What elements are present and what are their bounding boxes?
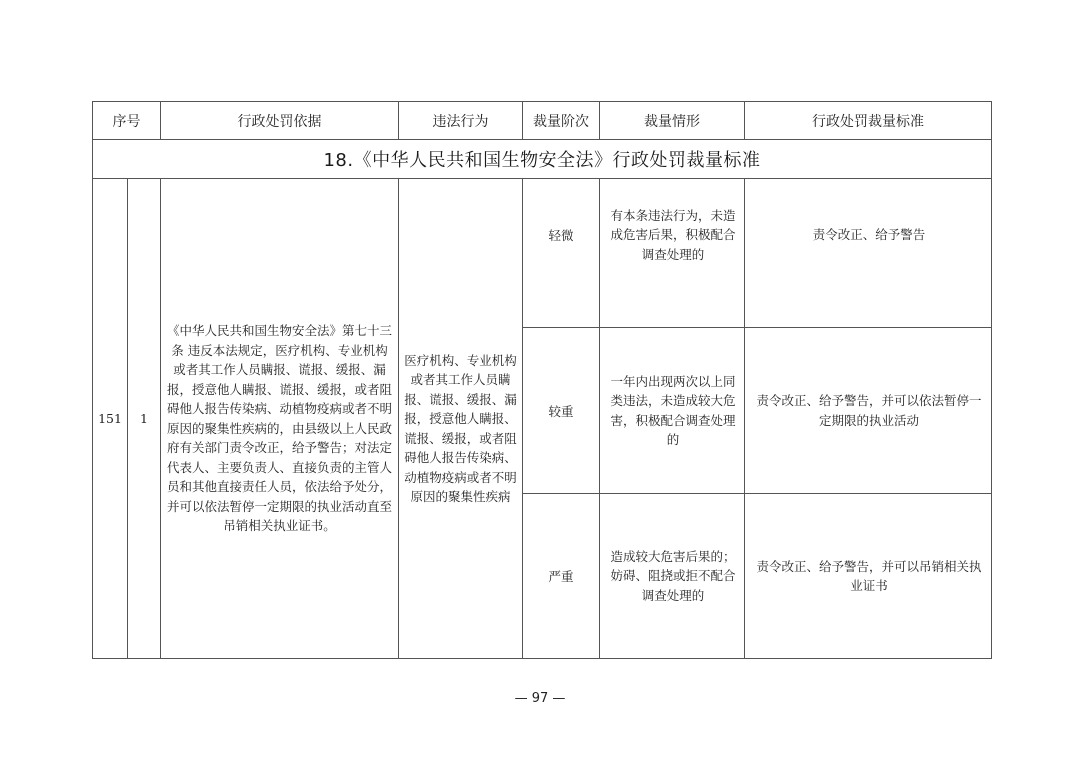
section-title-row xyxy=(93,140,992,179)
situation-cell-severe xyxy=(600,494,745,659)
table-row xyxy=(93,179,992,328)
level-label: 较重 xyxy=(548,403,574,419)
level-cell-light xyxy=(523,179,600,328)
penalty-discretion-table xyxy=(92,101,992,659)
header-basis: 行政处罚依据 xyxy=(161,102,399,140)
header-situation: 裁量情形 xyxy=(600,102,745,140)
level-label: 严重 xyxy=(548,569,574,584)
level-label: 轻微 xyxy=(548,228,574,243)
header-level: 裁量阶次 xyxy=(523,102,600,140)
seq-main-cell: 151 xyxy=(93,179,128,659)
standard-text: 责令改正、给予警告，并可以吊销相关执业证书 xyxy=(756,558,982,593)
level-cell-medium xyxy=(523,328,600,494)
situation-text: 造成较大危害后果的；妨碍、阻挠或拒不配合调查处理的 xyxy=(610,548,736,603)
violation-behavior-cell xyxy=(399,179,523,659)
header-behavior: 违法行为 xyxy=(399,102,523,140)
violation-behavior-text: 医疗机构、专业机构或者其工作人员瞒报、谎报、缓报、漏报，授意他人瞒报、谎报、缓报，或者阻碍他人报告传染病、动植物疫病或者不明原因的聚集性疾病 xyxy=(404,352,517,504)
situation-cell-light xyxy=(600,179,745,328)
situation-text: 一年内出现两次以上同类违法，未造成较大危害，积极配合调查处理的 xyxy=(610,373,736,447)
penalty-basis-cell xyxy=(161,179,399,659)
header-seq: 序号 xyxy=(93,102,161,140)
level-cell-severe xyxy=(523,494,600,659)
situation-text: 有本条违法行为，未造成危害后果，积极配合调查处理的 xyxy=(610,207,736,262)
standard-text: 责令改正、给予警告，并可以依法暂停一定期限的执业活动 xyxy=(756,393,982,428)
page-number: — 97 — xyxy=(514,691,566,706)
seq-sub-cell: 1 xyxy=(128,179,161,659)
header-standard: 行政处罚裁量标准 xyxy=(745,102,992,140)
standard-cell-medium xyxy=(745,328,992,494)
header-row xyxy=(93,102,992,140)
standard-cell-severe xyxy=(745,494,992,659)
situation-cell-medium xyxy=(600,328,745,494)
standard-text: 责令改正、给予警告 xyxy=(812,227,926,243)
section-title: 18.《中华人民共和国生物安全法》行政处罚裁量标准 xyxy=(93,140,992,179)
penalty-basis-text: 《中华人民共和国生物安全法》第七十三条 违反本法规定，医疗机构、专业机构或者其工作人员瞒报、谎报、缓报、漏报，授意他人瞒报、谎报、缓报，或者阻碍他人报告传染病、动植物疫病或者不明原因的聚集性疾病的，由县级以上人民政府有关部门责令改正，给予警告；对法定代表人、主要负责人、直接负责的主管人员和其他直接责任人员，依法给予处分，并可以依法暂停一定期限的执业活动直至吊销相关执业证书。 xyxy=(167,323,393,534)
standard-cell-light xyxy=(745,179,992,328)
